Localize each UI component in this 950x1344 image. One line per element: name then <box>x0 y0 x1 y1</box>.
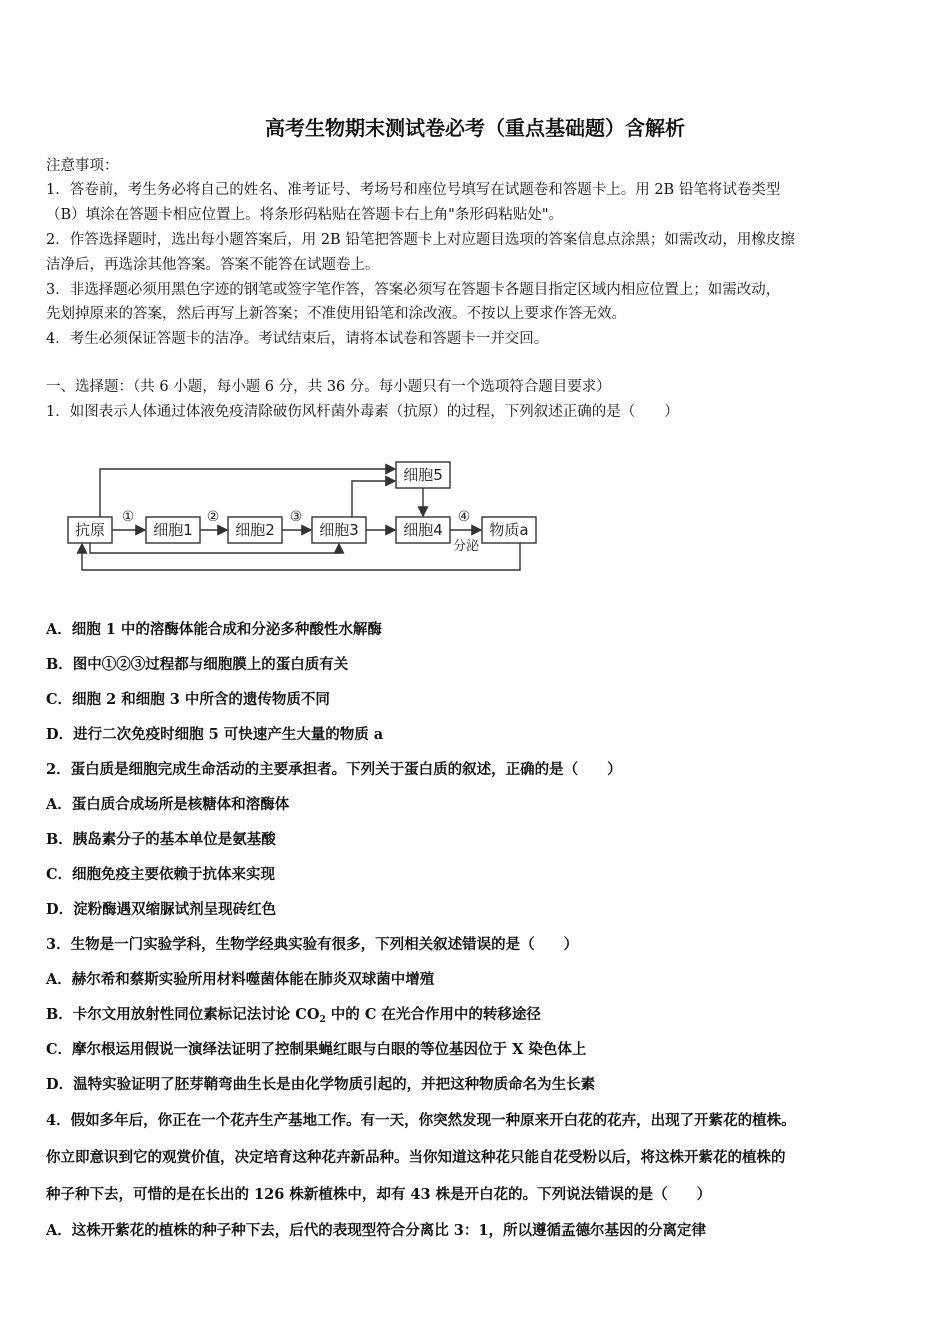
cell1-label: 细胞1 <box>153 521 193 539</box>
question-4-stem-line: 4．假如多年后，你正在一个花卉生产基地工作。有一天，你突然发现一种原来开白花的花卉，出现了开紫花的植株。 <box>46 1112 796 1129</box>
question-4-stem-line: 你立即意识到它的观赏价值，决定培育这种花卉新品种。当你知道这种花只能自花受粉以后，将这株开紫花的植株的 <box>46 1149 786 1166</box>
notice-line: 3．非选择题必须用黑色字迹的钢笔或签字笔作答，答案必须写在答题卡各题目指定区域内相应位置上；如需改动， <box>46 282 781 298</box>
option-q3-b <box>46 1005 541 1030</box>
option-q3-b-text-tail: 中的 C 在光合作用中的转移途径 <box>325 1006 541 1023</box>
co2-subscript: 2 <box>319 1015 326 1025</box>
option-q2-c: C．细胞免疫主要依赖于抗体来实现 <box>46 866 276 883</box>
antigen-label: 抗原 <box>74 521 106 539</box>
step-2-label: ② <box>206 509 220 525</box>
option-q3-a: A．赫尔希和蔡斯实验所用材料噬菌体能在肺炎双球菌中增殖 <box>46 971 435 988</box>
option-q2-b: B．胰岛素分子的基本单位是氨基酸 <box>46 831 276 848</box>
cell2-label: 细胞2 <box>235 521 275 539</box>
notice-line: 先划掉原来的答案，然后再写上新答案；不准使用铅笔和涂改液。不按以上要求作答无效。 <box>46 306 626 322</box>
cell4-label: 细胞4 <box>403 521 443 539</box>
question-4-stem-line: 种子种下去，可惜的是在长出的 126 株新植株中，却有 43 株是开白花的。下列说法错误的是（ ） <box>46 1186 712 1203</box>
question-3-stem: 3．生物是一门实验学科，生物学经典实验有很多，下列相关叙述错误的是（ ） <box>46 936 579 953</box>
step-4-label: ④ <box>457 509 471 525</box>
option-q3-b-text: B．卡尔文用放射性同位素标记法讨论 CO <box>46 1006 320 1023</box>
notice-line: 4．考生必须保证答题卡的洁净。考试结束后，请将本试卷和答题卡一并交回。 <box>46 331 549 347</box>
option-q1-a: A．细胞 1 中的溶酶体能合成和分泌多种酸性水解酶 <box>46 621 382 638</box>
question-1-stem: 1．如图表示人体通过体液免疫清除破伤风杆菌外毒素（抗原）的过程，下列叙述正确的是（ ） <box>46 404 679 420</box>
secrete-label: 分泌 <box>452 539 480 554</box>
cell3-label: 细胞3 <box>319 521 359 539</box>
section-heading: 一、选择题：（共 6 小题，每小题 6 分，共 36 分。每小题只有一个选项符合题目要求） <box>46 379 611 395</box>
page-title: 高考生物期末测试卷必考（重点基础题）含解析 <box>265 116 685 140</box>
option-q4-a: A．这株开紫花的植株的种子种下去，后代的表现型符合分离比 3：1，所以遵循孟德尔基因的分离定律 <box>46 1222 706 1239</box>
cell5-label: 细胞5 <box>403 466 443 484</box>
immune-process-diagram <box>62 455 552 585</box>
option-q1-c: C．细胞 2 和细胞 3 中所含的遗传物质不同 <box>46 691 330 708</box>
option-q3-d: D．温特实验证明了胚芽鞘弯曲生长是由化学物质引起的，并把这种物质命名为生长素 <box>46 1076 596 1093</box>
notice-line: 2．作答选择题时，选出每小题答案后，用 2B 铅笔把答题卡上对应题目选项的答案信息点涂黑；如需改动，用橡皮擦 <box>46 232 795 248</box>
step-3-label: ③ <box>289 509 303 525</box>
notice-line: 洁净后，再选涂其他答案。答案不能答在试题卷上。 <box>46 257 380 273</box>
substance-a-label: 物质a <box>489 521 529 539</box>
option-q2-a: A．蛋白质合成场所是核糖体和溶酶体 <box>46 796 290 813</box>
notice-line: （B）填涂在答题卡相应位置上。将条形码粘贴在答题卡右上角"条形码粘贴处"。 <box>46 207 563 223</box>
option-q1-b: B．图中①②③过程都与细胞膜上的蛋白质有关 <box>46 656 349 673</box>
notice-line: 1．答卷前，考生务必将自己的姓名、准考证号、考场号和座位号填写在试题卷和答题卡上。用 2B 铅笔将试卷类型 <box>46 182 781 198</box>
step-1-label: ① <box>121 509 135 525</box>
notice-heading: 注意事项： <box>46 158 119 174</box>
option-q1-d: D．进行二次免疫时细胞 5 可快速产生大量的物质 a <box>46 726 384 743</box>
question-2-stem: 2．蛋白质是细胞完成生命活动的主要承担者。下列关于蛋白质的叙述，正确的是（ ） <box>46 761 622 778</box>
option-q2-d: D．淀粉酶遇双缩脲试剂呈现砖红色 <box>46 901 277 918</box>
option-q3-c: C．摩尔根运用假说一演绎法证明了控制果蝇红眼与白眼的等位基因位于 X 染色体上 <box>46 1041 587 1058</box>
